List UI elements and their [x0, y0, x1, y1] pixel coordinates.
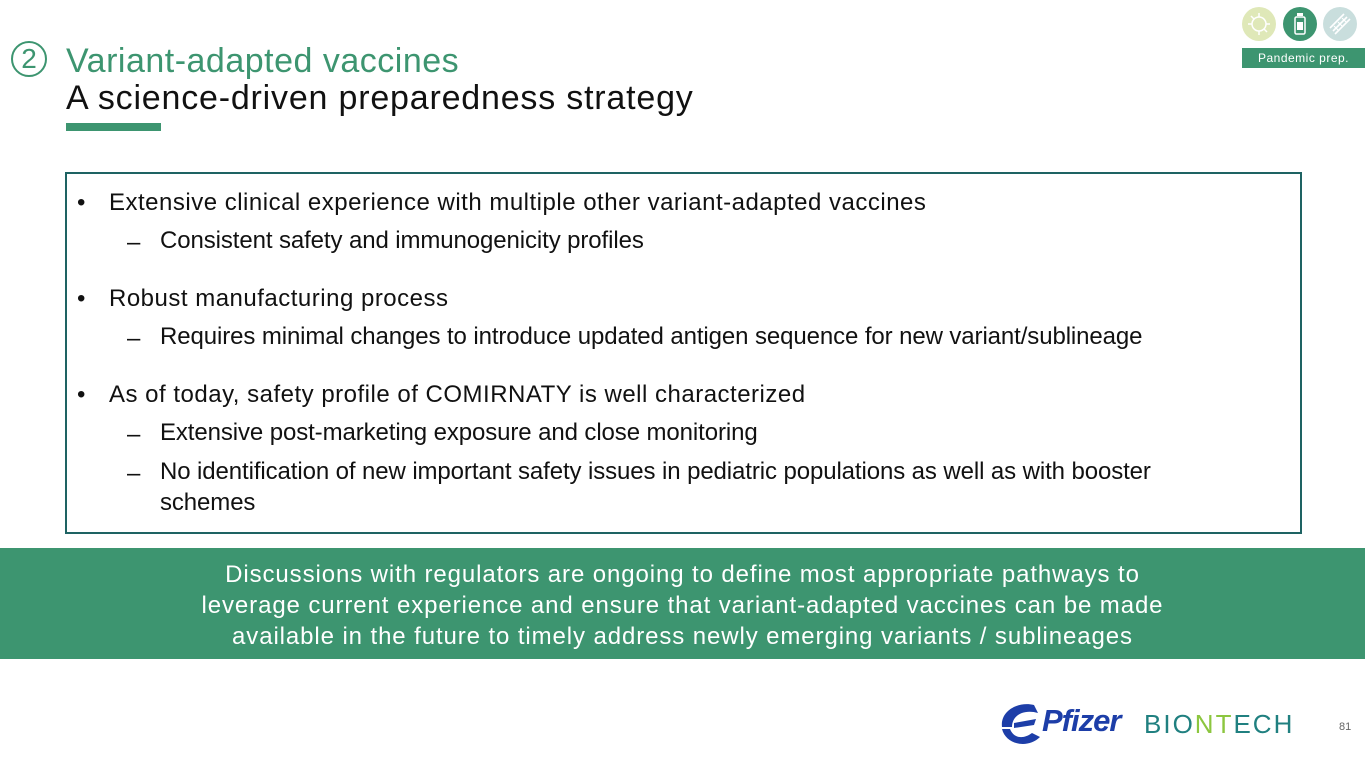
- banner-line: Discussions with regulators are ongoing to define most appropriate pathways to: [225, 561, 1140, 588]
- pfizer-wordmark: Pfizer: [1042, 703, 1121, 738]
- pfizer-logo-icon: [996, 697, 1044, 749]
- biontech-wordmark: [1144, 709, 1294, 740]
- bullet-text: As of today, safety profile of COMIRNATY is well characterized: [109, 381, 806, 408]
- section-nav-icons: [1242, 7, 1359, 41]
- dash-mark: –: [127, 460, 141, 487]
- biontech-part-accent: NT: [1194, 709, 1234, 739]
- section-tag: Pandemic prep.: [1242, 48, 1365, 68]
- banner-line: leverage current experience and ensure that variant-adapted vaccines can be made: [201, 592, 1164, 619]
- dash-mark: –: [127, 229, 141, 256]
- title-underline: [66, 123, 161, 131]
- sub-bullet-text: Requires minimal changes to introduce updated antigen sequence for new variant/sublineage: [160, 323, 1143, 350]
- slide-subtitle: A science-driven preparedness strategy: [66, 79, 694, 117]
- bullet-text: Robust manufacturing process: [109, 285, 449, 312]
- banner-line: available in the future to timely address newly emerging variants / sublineages: [232, 623, 1133, 650]
- sub-bullet-text: No identification of new important safety issues in pediatric populations as well as with booster schemes: [160, 458, 1151, 516]
- content-box: [65, 172, 1302, 534]
- virus-icon[interactable]: [1242, 7, 1276, 41]
- vaccine-vial-icon[interactable]: [1283, 7, 1317, 41]
- dna-icon[interactable]: [1323, 7, 1357, 41]
- biontech-part: BIO: [1144, 709, 1195, 739]
- page-number: 81: [1339, 721, 1352, 733]
- sub-bullet-text: Extensive post-marketing exposure and close monitoring: [160, 419, 758, 446]
- bullet-mark: •: [77, 285, 86, 312]
- slide-title: Variant-adapted vaccines: [66, 42, 460, 80]
- dash-mark: –: [127, 421, 141, 448]
- bullet-mark: •: [77, 381, 86, 408]
- section-number-badge: 2: [11, 41, 47, 77]
- biontech-part: ECH: [1233, 709, 1295, 739]
- dash-mark: –: [127, 325, 141, 352]
- bullet-mark: •: [77, 189, 86, 216]
- sub-bullet-text: Consistent safety and immunogenicity profiles: [160, 227, 644, 254]
- key-message-banner: [0, 548, 1365, 659]
- bullet-text: Extensive clinical experience with multiple other variant-adapted vaccines: [109, 189, 927, 216]
